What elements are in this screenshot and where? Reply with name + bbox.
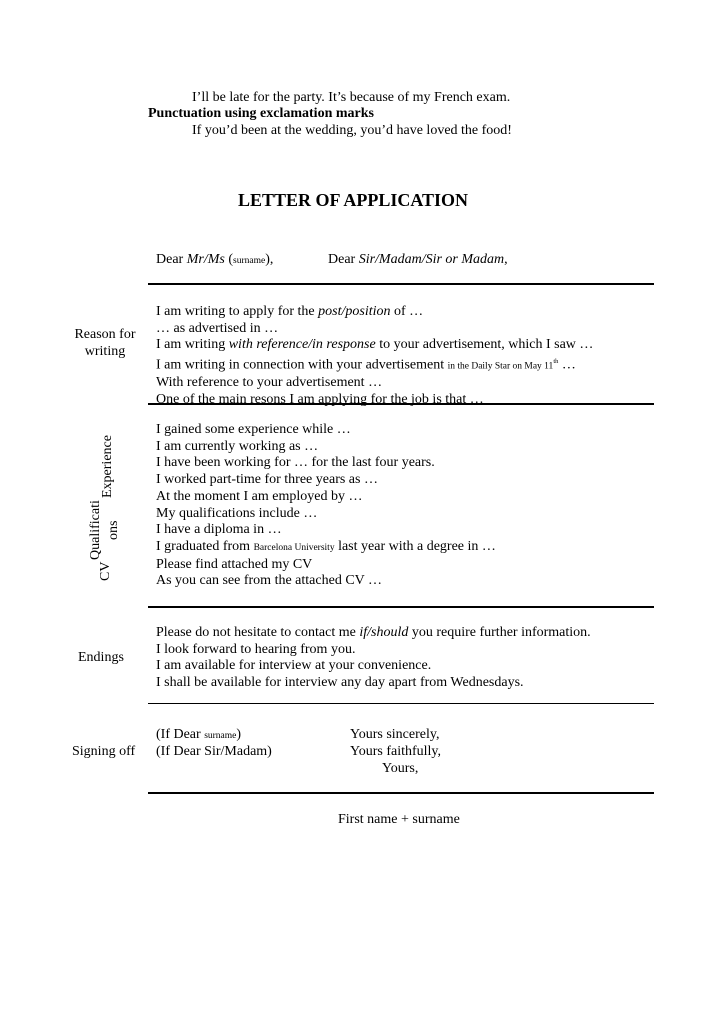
reason-line-1 [156, 304, 593, 321]
divider-1 [148, 283, 654, 285]
signing-dear-sir: (If Dear Sir/Madam) [156, 744, 272, 759]
reason-line-1-italic: post/position [318, 304, 391, 319]
salutation-personal [156, 252, 273, 268]
salutation-personal-open: ( [224, 252, 233, 267]
closing-yours: Yours, [382, 761, 419, 776]
salutation-personal-surname: surname [233, 256, 266, 266]
reason-line-2: … as advertised in … [156, 320, 279, 336]
endings-line-1-italic: if/should [359, 625, 409, 640]
qualifications-label-a: Qualificati [88, 500, 103, 560]
cv-lines [156, 422, 496, 590]
divider-4 [148, 703, 654, 704]
reason-line-4 [156, 354, 593, 375]
reason-label: Reason for writing [74, 327, 136, 359]
cv-line-7: I have a diploma in … [156, 522, 282, 538]
signing-dear-surname-pre: (If Dear [156, 727, 205, 742]
cv-line-9: Please find attached my CV [156, 556, 313, 572]
reason-line-4-sup: th [553, 358, 559, 366]
cv-line-8-small: Barcelona University [253, 542, 335, 553]
cv-line-4: I worked part-time for three years as … [156, 472, 378, 488]
signing-dear-surname [156, 727, 241, 743]
reason-line-1-pre: I am writing to apply for the [156, 304, 319, 319]
cv-line-1: I gained some experience while … [156, 422, 351, 437]
reason-lines [156, 304, 593, 409]
cv-line-8-post: last year with a degree in … [334, 538, 496, 554]
cv-line-8 [156, 539, 496, 557]
experience-label: Experience [100, 435, 115, 498]
endings-label: Endings [78, 650, 124, 665]
reason-line-6: One of the main resons I am applying for the job is that … [156, 392, 484, 408]
intro-line-1: I’ll be late for the party. It’s because of my French exam. [192, 90, 511, 105]
salutation-personal-close: ), [265, 252, 274, 267]
endings-line-1-post: you require further information. [408, 625, 591, 640]
cv-line-5: At the moment I am employed by … [156, 488, 363, 504]
endings-line-1-pre: Please do not hesitate to contact me [156, 625, 360, 640]
salutation-personal-prefix: Dear [156, 252, 187, 267]
endings-line-3: I am available for interview at your convenience. [156, 658, 432, 674]
reason-line-4-pre: I am writing in connection with your advertisement [156, 357, 448, 373]
signing-dear-surname-small: surname [204, 731, 237, 741]
signature-line: First name + surname [338, 812, 460, 827]
reason-line-4-post: … [558, 357, 576, 373]
endings-line-2: I look forward to hearing from you. [156, 641, 356, 657]
divider-2 [148, 403, 654, 405]
reason-line-3-post: to your advertisement, which I saw … [375, 337, 594, 353]
closing-sincerely: Yours sincerely, [350, 727, 440, 742]
signing-label: Signing off [72, 744, 136, 759]
divider-3 [148, 606, 654, 608]
cv-line-3: I have been working for … for the last four years. [156, 455, 435, 471]
intro-heading: Punctuation using exclamation marks [148, 106, 374, 121]
cv-label: CV [98, 561, 113, 581]
reason-line-3 [156, 337, 593, 354]
reason-line-4-small: in the Daily Star on May 11 [447, 361, 554, 372]
cv-line-10: As you can see from the attached CV … [156, 573, 383, 589]
reason-line-3-italic: with reference/in response [228, 337, 376, 353]
salutation-formal [328, 252, 508, 268]
intro-line-2: If you’d been at the wedding, you’d have loved the food! [192, 123, 512, 138]
qualifications-label-b: ons [106, 520, 121, 540]
endings-line-1 [156, 625, 591, 642]
signing-dear-surname-post: ) [236, 727, 242, 742]
reason-line-3-pre: I am writing [156, 337, 229, 353]
salutation-formal-name: Sir/Madam/Sir or Madam [358, 252, 505, 267]
endings-line-4: I shall be available for interview any day apart from Wednesdays. [156, 675, 524, 691]
divider-5 [148, 792, 654, 794]
closing-faithfully: Yours faithfully, [350, 744, 442, 759]
salutation-formal-suffix: , [504, 252, 508, 267]
endings-lines [156, 625, 591, 692]
cv-line-8-pre: I graduated from [156, 538, 254, 554]
reason-line-1-post: of … [390, 304, 424, 319]
cv-line-6: My qualifications include … [156, 505, 318, 521]
page-title: LETTER OF APPLICATION [238, 190, 469, 210]
salutation-formal-prefix: Dear [328, 252, 359, 267]
salutation-personal-name: Mr/Ms [186, 252, 225, 267]
reason-line-5: With reference to your advertisement … [156, 375, 383, 391]
cv-line-2: I am currently working as … [156, 438, 319, 454]
